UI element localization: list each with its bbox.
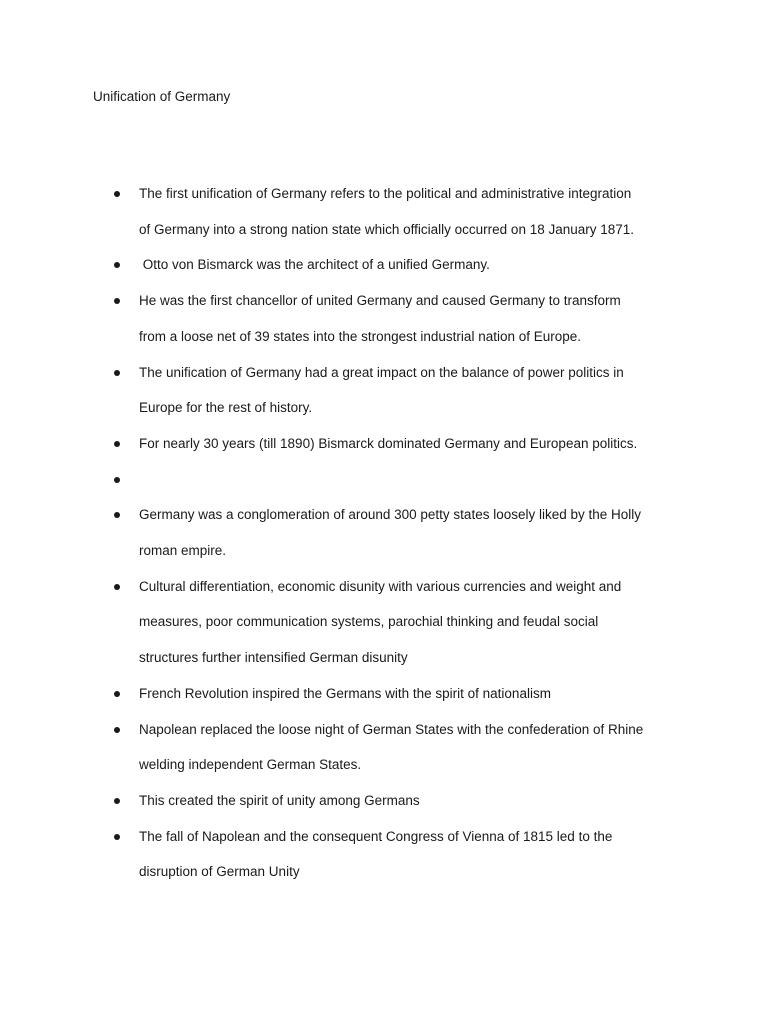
bullet-point-icon <box>114 298 120 304</box>
bullet-text-line: Europe for the rest of history. <box>139 400 313 416</box>
bullet-item <box>0 819 768 890</box>
bullet-text-line: This created the spirit of unity among Germans <box>139 792 420 808</box>
bullet-point-icon <box>114 798 120 804</box>
bullet-item <box>0 247 768 283</box>
bullet-text-line: The fall of Napolean and the consequent Congress of Vienna of 1815 led to the <box>139 828 613 844</box>
bullet-text-line: of Germany into a strong nation state which officially occurred on 18 January 1871. <box>139 221 635 237</box>
bullet-text-line: Germany was a conglomeration of around 300 petty states loosely liked by the Holly <box>139 507 642 523</box>
bullet-text-line: welding independent German States. <box>139 757 362 773</box>
bullet-list <box>0 176 768 890</box>
bullet-text-line: disruption of German Unity <box>139 864 300 880</box>
bullet-item <box>0 283 768 354</box>
bullet-text-line <box>139 462 678 498</box>
bullet-point-icon <box>114 262 120 268</box>
bullet-text-line: French Revolution inspired the Germans with the spirit of nationalism <box>139 685 551 701</box>
bullet-text-line: For nearly 30 years (till 1890) Bismarck dominated Germany and European politics. <box>139 435 638 451</box>
bullet-point-icon <box>114 834 120 840</box>
bullet-text-line: Cultural differentiation, economic disunity with various currencies and weight and <box>139 578 622 594</box>
bullet-text-line: The first unification of Germany refers to the political and administrative integration <box>139 186 632 201</box>
bullet-item <box>0 497 768 568</box>
bullet-point-icon <box>114 691 120 697</box>
bullet-text-line: He was the first chancellor of united Germany and caused Germany to transform <box>139 293 621 309</box>
bullet-item <box>0 355 768 426</box>
bullet-item <box>0 712 768 783</box>
bullet-point-icon <box>114 441 120 447</box>
bullet-text-line: Napolean replaced the loose night of German States with the confederation of Rhine <box>139 721 644 737</box>
bullet-item <box>0 569 768 676</box>
bullet-point-icon <box>114 477 120 483</box>
bullet-item <box>0 176 768 247</box>
bullet-text-line: from a loose net of 39 states into the strongest industrial nation of Europe. <box>139 328 582 344</box>
bullet-point-icon <box>114 584 120 590</box>
bullet-text-line: measures, poor communication systems, parochial thinking and feudal social <box>139 614 599 630</box>
bullet-text-line: structures further intensified German disunity <box>139 650 408 666</box>
bullet-text-line: Otto von Bismarck was the architect of a unified Germany. <box>139 257 490 273</box>
bullet-point-icon <box>114 191 120 197</box>
document-title: Unification of Germany <box>93 89 231 104</box>
bullet-point-icon <box>114 727 120 733</box>
bullet-item <box>0 462 768 498</box>
bullet-text-line: The unification of Germany had a great impact on the balance of power politics in <box>139 364 624 380</box>
bullet-point-icon <box>114 370 120 376</box>
bullet-item <box>0 783 768 819</box>
bullet-point-icon <box>114 512 120 518</box>
bullet-text-line: roman empire. <box>139 543 227 559</box>
bullet-item <box>0 676 768 712</box>
bullet-item <box>0 426 768 462</box>
